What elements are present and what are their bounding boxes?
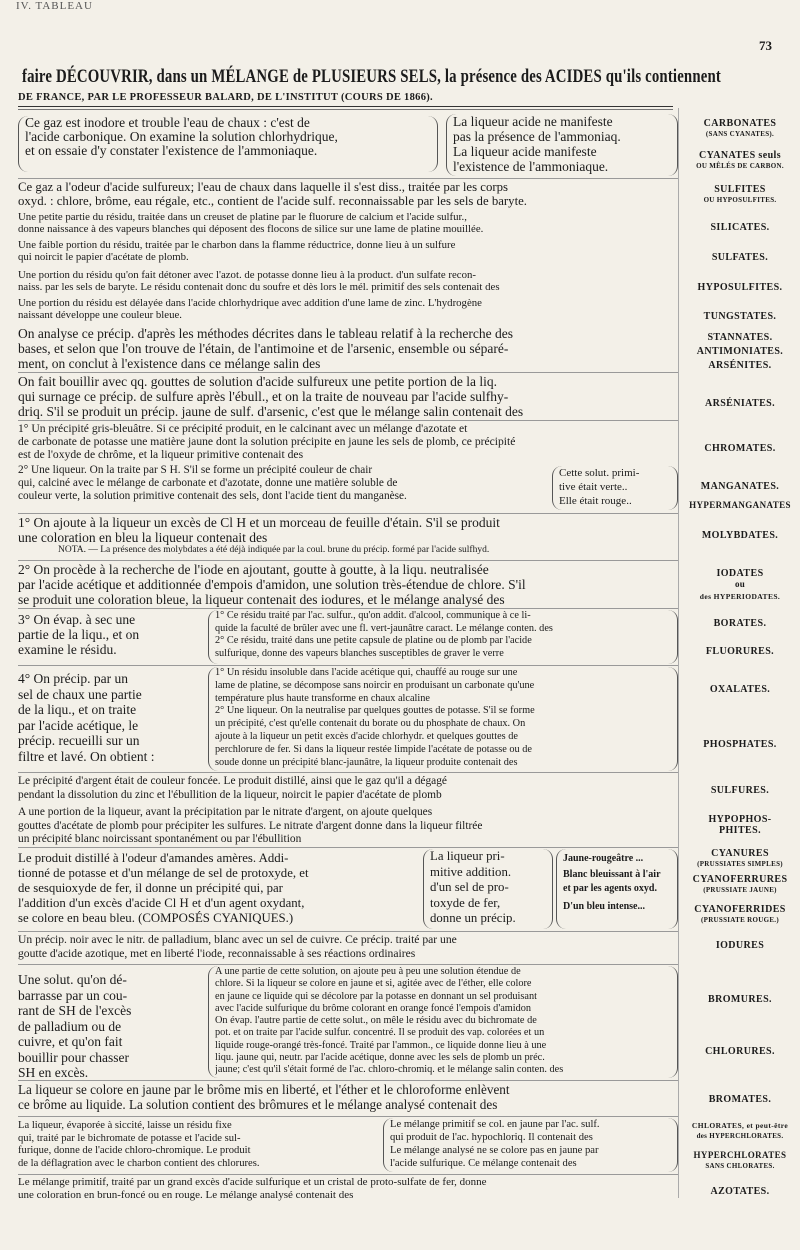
- block-borates: [18, 610, 678, 664]
- text-line: 2° On procède à la recherche de l'iode en ajoutant, goutte à goutte, à la liqu. neutralisée: [18, 562, 489, 577]
- salt-label: MOLYBDATES.: [701, 530, 779, 541]
- text-line: jaune; c'est qu'il s'était formé de l'ac. chloro-chromiq. et le mélange salin conten. des: [215, 1064, 564, 1076]
- text-line: de la déflagration avec le charbon contient des chlorures.: [18, 1157, 260, 1169]
- text-line: l'addition d'un excès d'acide Cl H et d'un agent oxydant,: [18, 896, 305, 910]
- text-line: mitive addition.: [430, 864, 512, 879]
- divider: [18, 372, 678, 373]
- text-line: 1° On ajoute à la liqueur un excès de Cl H et un morceau de feuille d'étain. S'il se produit: [18, 515, 500, 530]
- salt-label: IODATES ou: [716, 568, 764, 589]
- salt-label: SULFATES.: [711, 252, 769, 263]
- text-line: 1° Un précipité gris-bleuâtre. Si ce précipité produit, en le calcinant avec un mélange d'azotate et: [18, 422, 468, 435]
- text-line: qui, calciné avec le mélange de carbonate et d'azotate, donne une matière soluble de: [18, 477, 398, 489]
- text-line: 1° Un résidu insoluble dans l'acide acétique qui, chauffé au rouge sur une: [215, 667, 518, 678]
- text-line: On analyse ce précip. d'après les méthodes décrites dans le tableau relatif à la recherche des: [18, 326, 513, 341]
- text-line: On fait bouillir avec qq. gouttes de solution d'acide sulfureux une petite portion de la liq.: [18, 374, 497, 389]
- text-line: une coloration en brun-foncé ou en rouge. Le mélange analysé contenait des: [18, 1189, 354, 1201]
- text-line: liquide rouge-orangé très-foncé. Traité par l'ammon., ce liquide donne lieu à une: [215, 1039, 547, 1051]
- text-line: A une portion de la liqueur, avant la précipitation par le nitrate d'argent, on ajoute quelques: [18, 806, 433, 818]
- salt-label: ARSÉNIATES.: [704, 398, 776, 409]
- divider: [18, 178, 678, 179]
- text-line: pot. et on traite par l'acide sulfur. concentré. Il se produit des vap. colorées et un: [215, 1027, 545, 1039]
- text-line: Une solut. qu'on dé-: [18, 972, 127, 987]
- block-stannates: [18, 326, 678, 371]
- block-carbonates: [18, 114, 678, 176]
- text-line: qui produit de l'ac. hypochloriq. Il contenait des: [390, 1132, 593, 1143]
- text-line: donne naissance à des vapeurs blanches qui déposent des flocons de silice sur une lame de platine mouillée.: [18, 223, 484, 235]
- text-line: qui, traité par le bichromate de potasse et l'acide sul-: [18, 1132, 241, 1144]
- salt-label: ANTIMONIATES.: [696, 346, 784, 357]
- block-sulfures: [18, 774, 678, 802]
- text-line: l'acide sulfurique. Ce mélange contenait des: [390, 1158, 577, 1169]
- salt-label: BORATES.: [713, 618, 767, 629]
- block-arseniates: [18, 374, 678, 419]
- block-bromures: [18, 966, 678, 1078]
- text-line: rant de SH de l'excès: [18, 1003, 132, 1018]
- text-line: Cette solut. primi-: [559, 467, 640, 479]
- text-line: et on essaie d'y constater l'existence de l'ammoniaque.: [25, 144, 318, 158]
- salt-label: HYPERMANGANATES: [689, 500, 791, 510]
- text-line: Le mélange primitif se col. en jaune par l'ac. sulf.: [390, 1119, 600, 1130]
- page-title: faire DÉCOUVRIR, dans un MÉLANGE de PLUSIEURS SELS, la présence des ACIDES qu'ils contiennent: [22, 66, 721, 87]
- text-line: La liqueur, évaporée à siccité, laisse un résidu fixe: [18, 1120, 232, 1131]
- divider: [18, 931, 678, 932]
- text-line: naissant développe une couleur bleue.: [18, 309, 182, 321]
- salt-label: CHLORATES, et peut-être des HYPERCHLORATES.: [691, 1121, 789, 1140]
- text-line: goutte d'acide azotique, met en liberté l'iode, reconnaissable à ses réactions ordinaires: [18, 947, 416, 960]
- salt-label: PHOSPHATES.: [703, 739, 777, 750]
- text-line: Le produit distillé à l'odeur d'amandes amères. Addi-: [18, 851, 289, 865]
- text-line: 2° Une liqueur. On la traite par S H. S'il se forme un précipité couleur de chair: [18, 464, 373, 476]
- text-line: Un précip. noir avec le nitr. de palladium, blanc avec un sel de cuivre. Ce précip. traité par une: [18, 933, 457, 946]
- corner-text: IV. TABLEAU: [16, 0, 93, 12]
- text-line: par l'acide acétique, le: [18, 717, 139, 733]
- block-silicates: [18, 212, 678, 236]
- text-line: filtre et lavé. On obtient :: [18, 748, 155, 764]
- text-line: tionné de potasse et d'un mélange de sel de protoxyde, et: [18, 866, 309, 880]
- divider: [18, 513, 678, 514]
- divider: [18, 1116, 678, 1117]
- text-line: Ce gaz est inodore et trouble l'eau de chaux : c'est de: [25, 116, 310, 130]
- salt-label: IODURES: [715, 940, 765, 951]
- salt-label: CARBONATES (SANS CYANATES).: [703, 118, 777, 138]
- salt-label: SULFITES OU HYPOSULFITES.: [703, 184, 777, 204]
- text-line: de la liqu., et on traite: [18, 702, 137, 717]
- text-line: La liqueur se colore en jaune par le brôme mis en liberté, et l'éther et le chloroforme enlèvent: [18, 1082, 510, 1097]
- text-line: avec l'acide sulfurique du brôme colorant en orange foncé l'empois d'amidon: [215, 1002, 532, 1014]
- text-line: 2° Une liqueur. On la neutralise par quelques gouttes de potasse. S'il se forme: [215, 705, 535, 717]
- text-line: 1° Ce résidu traité par l'ac. sulfur., qu'on addit. d'alcool, communique à ce li-: [215, 610, 531, 621]
- text-line: sel de chaux une partie: [18, 686, 142, 702]
- text-line: naiss. par les sels de baryte. Le résidu contenait donc du soufre et dès lors le mél. primitif des sels contenait des: [18, 281, 500, 293]
- text-line: toxyde de fer,: [430, 895, 501, 910]
- text-line: ajoute à la liqueur un petit excès d'acide chlorhydr. et quelques gouttes de: [215, 730, 518, 742]
- text-line: driq. S'il se produit un précip. jaune de sulf. d'arsenic, c'est que le mélange salin contenait des: [18, 404, 524, 419]
- block-molybdates: [18, 515, 678, 556]
- text-line: par l'acide acétique et additionnée d'empois d'amidon, une solution très-étendue de chlore. S'il: [18, 577, 526, 592]
- header-rule: [18, 106, 673, 107]
- salt-label: CYANOFERRIDES (PRUSSIATE ROUGE.): [694, 904, 786, 924]
- text-line: La liqueur pri-: [430, 849, 505, 863]
- text-line: précip. recueilli sur un: [18, 733, 140, 748]
- salt-label: STANNATES.: [707, 332, 773, 343]
- salt-label: BROMURES.: [708, 994, 772, 1005]
- block-manganates: [18, 464, 678, 512]
- salt-label: CHLORURES.: [705, 1046, 775, 1057]
- text-line: en jaune ce liquide qui se décolore par la potasse en donnant un sel produisant: [215, 990, 537, 1002]
- salt-label: OXALATES.: [709, 684, 771, 695]
- text-line: liqu. jaune qui, neutr. par l'acide acétique, donne avec les sels de plomb un préc.: [215, 1052, 545, 1064]
- salt-label: BROMATES.: [708, 1094, 772, 1105]
- text-line: tive était verte..: [559, 481, 628, 493]
- text-line: lame de platine, se décompose sans noircir en produisant un carbonate qu'une: [215, 679, 535, 691]
- divider: [18, 1080, 678, 1081]
- divider: [18, 608, 678, 609]
- text-line: de sesquioxyde de fer, il donne un précipité qui, par: [18, 881, 283, 895]
- text-line: Le mélange analysé ne se colore pas en jaune par: [390, 1145, 599, 1156]
- text-line: se produit une coloration bleue, la liqueur contenait des iodures, et le mélange analysé des: [18, 592, 505, 607]
- text-line: Une portion du résidu est délayée dans l'acide chlorhydrique avec addition d'une lame de zinc. L'hydrogène: [18, 298, 482, 309]
- text-line: chlore. Si la liqueur se colore en jaune et si, agitée avec de l'éther, elle colore: [215, 978, 532, 990]
- text-line: oxyd. : chlore, brôme, eau régale, etc., contient de l'acide sulf. reconnaissable par les sels de baryte.: [18, 194, 528, 208]
- text-line: une coloration en bleu la liqueur contenait des: [18, 530, 268, 545]
- text-line: un précipité, c'est qu'elle contenait du borate ou du phosphate de chaux. On: [215, 718, 526, 730]
- text-line: La liqueur acide ne manifeste: [453, 114, 613, 129]
- text-line: 4° On précip. par un: [18, 671, 128, 686]
- text-line: Blanc bleuissant à l'air: [563, 869, 661, 880]
- divider: [18, 964, 678, 965]
- text-line: de carbonate de potasse une matière jaune dont la solution précipite en jaune les sels de plomb, ce précipité: [18, 435, 516, 448]
- divider: [18, 665, 678, 666]
- text-line: Jaune-rougeâtre ...: [563, 853, 644, 864]
- block-bromates: [18, 1082, 678, 1112]
- text-line: pas la présence de l'ammoniaq.: [453, 129, 621, 144]
- salt-label: des HYPERIODATES.: [699, 592, 781, 601]
- text-line: cuivre, et qu'on fait: [18, 1034, 123, 1049]
- text-line: ment, on conclut à l'existence dans ce mélange salin des: [18, 356, 321, 371]
- block-sulfites: [18, 180, 678, 208]
- salt-label: SULFURES.: [710, 785, 770, 796]
- salt-label: CYANOFERRURES (PRUSSIATE JAUNE): [692, 874, 788, 894]
- text-line: bouillir pour chasser: [18, 1049, 129, 1065]
- text-line: barrasse par un cou-: [18, 987, 128, 1003]
- text-line: est de l'oxyde de chrôme, et la liqueur primitive contenait des: [18, 448, 304, 461]
- text-line: Elle était rouge..: [559, 495, 632, 507]
- text-line: qui surnage ce précip. de sulfure après l'ébull., et on la traite de nouveau par l'acide sulfhy-: [18, 389, 509, 404]
- block-chlorates: [18, 1118, 678, 1172]
- nota-text: NOTA. — La présence des molybdates a été déjà indiquée par la coul. brune du précip. formé par l'acide sulfhyd.: [58, 545, 490, 555]
- text-line: furique, donne de l'acide chloro-chromique. Le produit: [18, 1145, 251, 1156]
- text-line: bases, et selon que l'on trouve de l'étain, de l'antimoine et de l'arsenic, ensemble ou séparé-: [18, 341, 509, 356]
- salt-label: ARSÉNITES.: [708, 360, 772, 371]
- block-cyanures: [18, 849, 678, 929]
- salt-label: CYANATES seuls OU MÊLÉS DE CARBON.: [696, 150, 784, 170]
- text-line: couleur verte, la solution primitive contenait des sels, dont l'acide tient du manganèse.: [18, 490, 407, 502]
- text-line: ce brôme au liquide. La solution contient des brômures et le mélange analysé contenait des: [18, 1097, 498, 1112]
- divider: [18, 1174, 678, 1175]
- text-line: d'un sel de pro-: [430, 880, 509, 894]
- divider: [18, 772, 678, 773]
- block-oxalates: [18, 667, 678, 771]
- block-iodates: [18, 562, 678, 607]
- text-line: Le précipité d'argent était de couleur foncée. Le produit distillé, ainsi que le gaz qu'il a dégagé: [18, 775, 447, 787]
- salt-label: HYPOSULFITES.: [697, 282, 783, 293]
- text-line: 3° On évap. à sec une: [18, 612, 136, 627]
- salt-label: HYPOPHOS- PHITES.: [708, 814, 772, 836]
- block-chromates: [18, 422, 678, 461]
- text-line: Une portion du résidu qu'on fait détoner avec l'azot. de potasse donne lieu à la product. d'un sulfate recon-: [18, 270, 476, 281]
- text-line: l'existence de l'ammoniaque.: [453, 159, 609, 174]
- page-subtitle: DE FRANCE, PAR LE PROFESSEUR BALARD, DE L'INSTITUT (COURS DE 1866).: [18, 92, 433, 103]
- text-line: Une petite partie du résidu, traitée dans un creuset de platine par le fluorure de calcium et l'acide sulfur.,: [18, 212, 467, 223]
- text-line: gouttes d'acétate de plomb pour précipiter les sulfures. Le nitrate d'argent donne dans la liqueur filtrée: [18, 819, 483, 832]
- text-line: On évap. l'autre partie de cette solut., on mêle le résidu avec du bichromate de: [215, 1015, 537, 1027]
- salt-label: MANGANATES.: [700, 481, 780, 492]
- text-line: un précipité blanc noircissant spontanément ou par l'ébullition: [18, 833, 302, 845]
- text-line: Ce gaz a l'odeur d'acide sulfureux; l'eau de chaux dans laquelle il s'est diss., traitée par les corps: [18, 180, 508, 194]
- text-line: qui noircit le papier d'acétate de plomb.: [18, 251, 189, 263]
- text-line: soude donne un précipité blanc-jaunâtre, la liqueur produite contenait des: [215, 756, 518, 768]
- block-iodures: [18, 933, 678, 961]
- right-column-rule: [678, 108, 679, 1198]
- block-hypophosphites: [18, 806, 678, 847]
- salt-label: TUNGSTATES.: [703, 311, 777, 322]
- text-line: sulfurique, donne des vapeurs blanches susceptibles de graver le verre: [215, 647, 504, 659]
- salt-label: CHROMATES.: [704, 443, 776, 454]
- text-line: l'acide carbonique. On examine la solution chlorhydrique,: [25, 130, 338, 144]
- text-line: 2° Ce résidu, traité dans une petite capsule de platine ou de plomb par l'acide: [215, 635, 532, 646]
- text-line: et par les agents oxyd.: [563, 883, 657, 894]
- text-line: de palladium ou de: [18, 1018, 122, 1034]
- salt-label: HYPERCHLORATES SANS CHLORATES.: [693, 1150, 787, 1170]
- block-sulfates: [18, 240, 678, 264]
- text-line: A une partie de cette solution, on ajoute peu à peu une solution étendue de: [215, 966, 521, 977]
- text-line: partie de la liqu., et on: [18, 627, 140, 642]
- divider: [18, 420, 678, 421]
- text-line: La liqueur acide manifeste: [453, 144, 597, 159]
- text-line: perchlorure de fer. Si dans la liqueur restée limpide l'acétate de potasse ou de: [215, 743, 532, 755]
- text-line: température plus haute transforme en chaux alcaline: [215, 692, 430, 704]
- salt-label: AZOTATES.: [710, 1186, 770, 1197]
- text-line: D'un bleu intense...: [563, 901, 645, 912]
- text-line: pendant la dissolution du zinc et l'ébullition de la liqueur, noircit le papier d'acétate de plomb: [18, 789, 442, 801]
- text-line: SH en excès.: [18, 1065, 89, 1080]
- block-tungstates: [18, 298, 678, 322]
- text-line: Une faible portion du résidu, traitée par le charbon dans la flamme réductrice, donne lieu à un sulfure: [18, 240, 456, 251]
- block-azotates: [18, 1176, 678, 1202]
- text-line: se colore en beau bleu. (COMPOSÉS CYANIQUES.): [18, 911, 294, 925]
- salt-label: CYANURES (PRUSSIATES SIMPLES): [697, 848, 783, 868]
- text-line: examine le résidu.: [18, 642, 117, 657]
- text-line: Le mélange primitif, traité par un grand excès d'acide sulfurique et un cristal de proto-sulfate de fer, donne: [18, 1176, 487, 1188]
- block-hyposulfites: [18, 270, 678, 294]
- salt-label: SILICATES.: [710, 222, 770, 233]
- text-line: quide la faculté de brûler avec une fl. vert-jaunâtre caract. Le mélange conten. des: [215, 622, 553, 634]
- header-rule-2: [18, 109, 673, 110]
- divider: [18, 847, 678, 848]
- page-number: 73: [759, 38, 772, 53]
- text-line: donne un précip.: [430, 911, 516, 925]
- salt-label: FLUORURES.: [705, 646, 775, 657]
- divider: [18, 560, 678, 561]
